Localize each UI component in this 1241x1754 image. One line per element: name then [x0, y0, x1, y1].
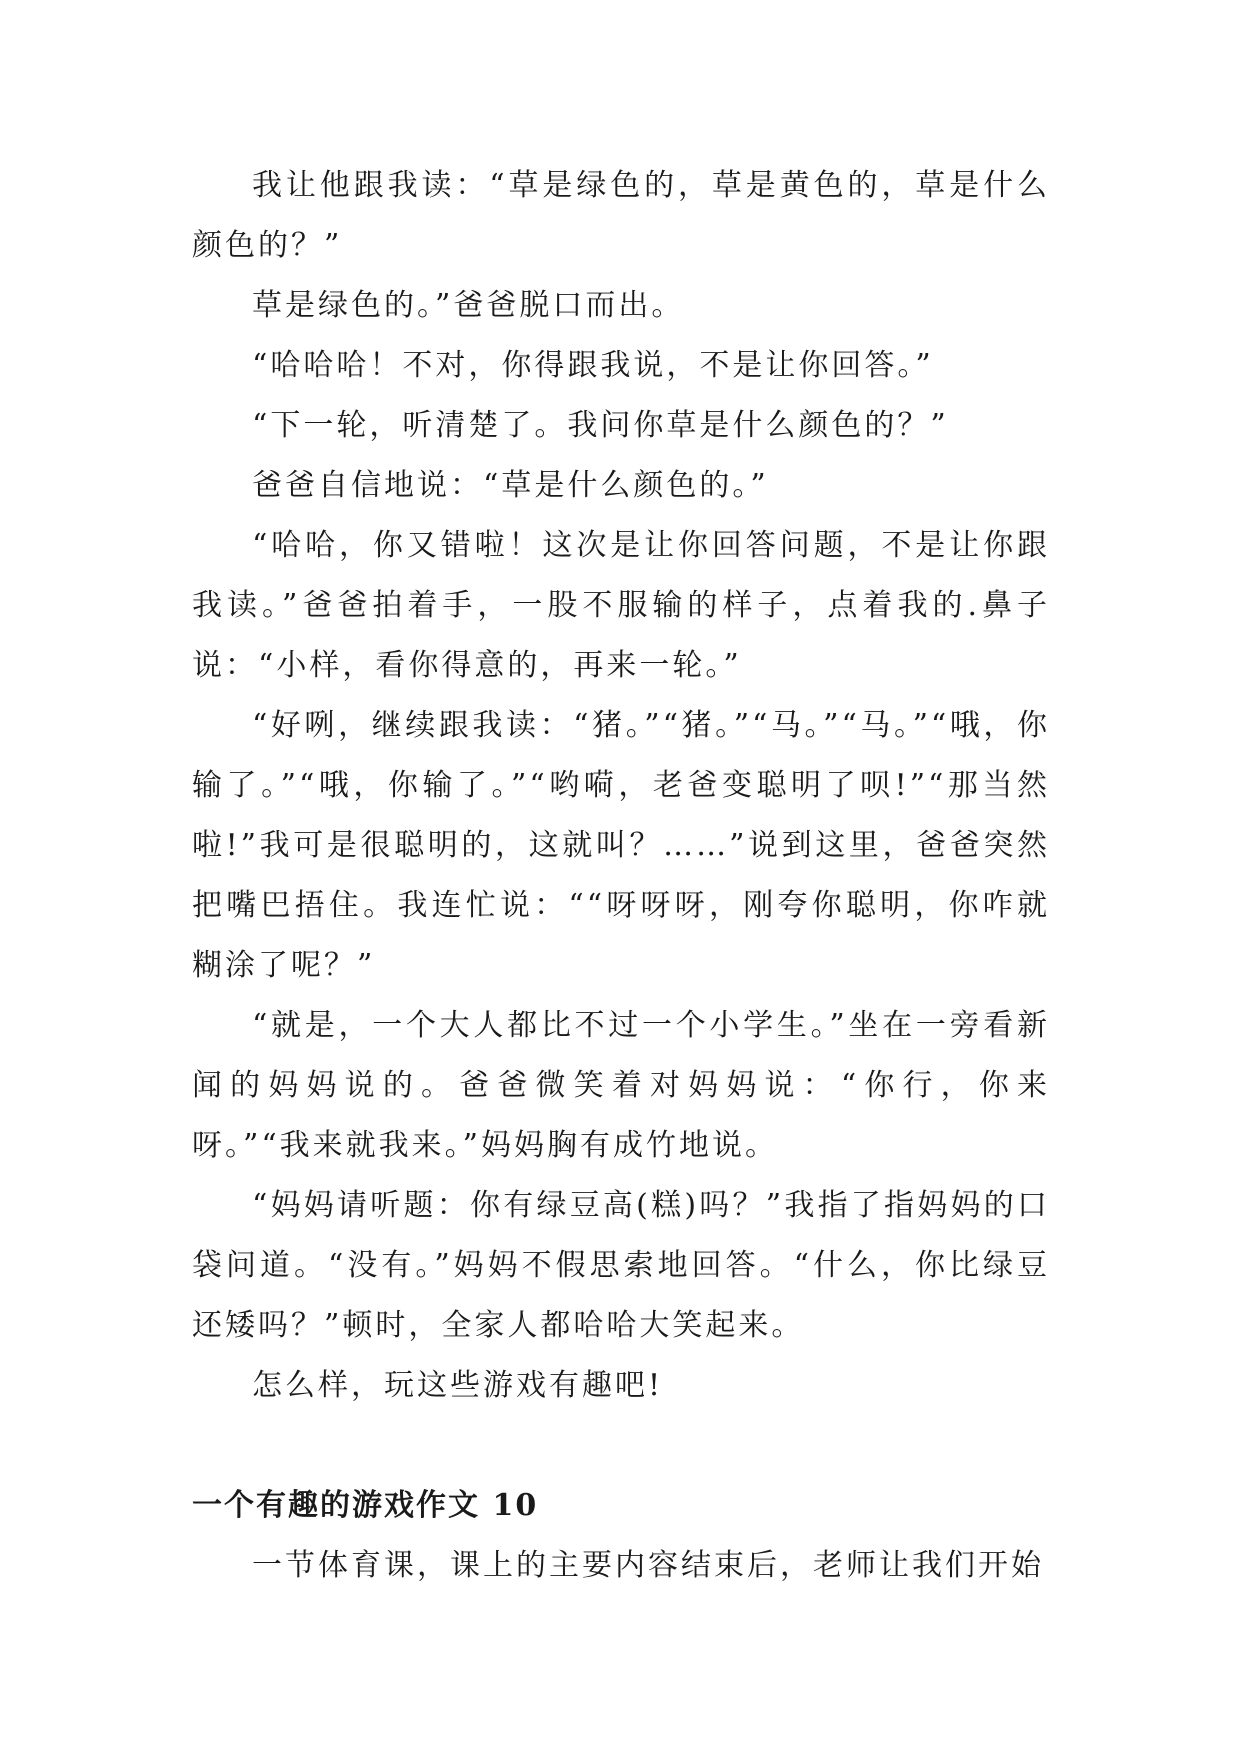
- paragraph: “就是，一个大人都比不过一个小学生。”坐在一旁看新闻的妈妈说的。爸爸微笑着对妈妈说：“你行，你来呀。”“我来就我来。”妈妈胸有成竹地说。: [192, 1008, 1050, 1163]
- paragraph: 一节体育课，课上的主要内容结束后，老师让我们开始: [252, 1548, 1044, 1583]
- paragraph: “妈妈请听题：你有绿豆高(糕)吗？”我指了指妈妈的口袋问道。“没有。”妈妈不假思索地回答。“什么，你比绿豆还矮吗？”顿时，全家人都哈哈大笑起来。: [192, 1188, 1050, 1343]
- paragraph: “哈哈哈！不对，你得跟我说，不是让你回答。”: [252, 348, 934, 383]
- paragraph: 草是绿色的。”爸爸脱口而出。: [252, 288, 685, 323]
- paragraph: 怎么样，玩这些游戏有趣吧!: [252, 1368, 664, 1403]
- paragraph: “好咧，继续跟我读：“猪。”“猪。”“马。”“马。”“哦，你输了。”“哦，你输了。”“哟嗬，老爸变聪明了呗!”“那当然啦!”我可是很聪明的，这就叫？……”说到这里，爸爸突然把嘴巴捂住。我连忙说：““呀呀呀，刚夸你聪明，你咋就糊涂了呢？”: [192, 708, 1050, 983]
- section-heading: 一个有趣的游戏作文 10: [192, 1488, 539, 1523]
- paragraph: “下一轮，听清楚了。我问你草是什么颜色的？”: [252, 408, 949, 443]
- paragraph: 我让他跟我读：“草是绿色的，草是黄色的，草是什么颜色的？”: [192, 168, 1050, 263]
- paragraph: 爸爸自信地说：“草是什么颜色的。”: [252, 468, 769, 503]
- document-page: [192, 156, 1050, 1596]
- paragraph: “哈哈，你又错啦！这次是让你回答问题，不是让你跟我读。”爸爸拍着手，一股不服输的样子，点着我的.鼻子说：“小样，看你得意的，再来一轮。”: [192, 528, 1050, 683]
